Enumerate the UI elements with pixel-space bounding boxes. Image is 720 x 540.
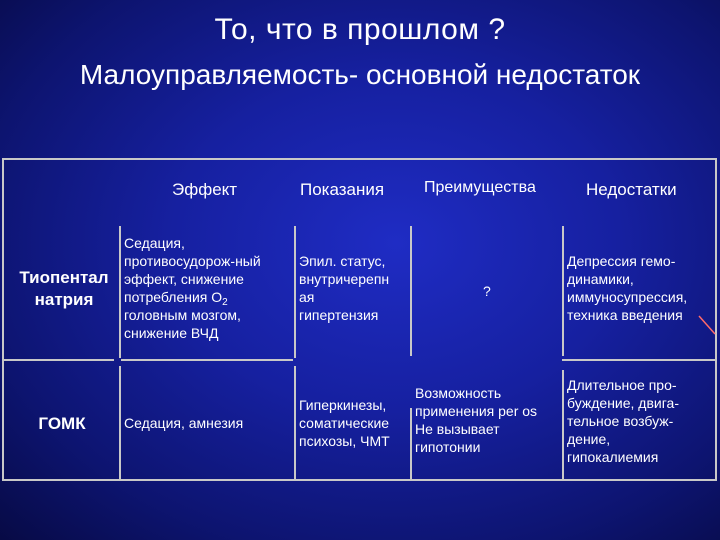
row-name-gomk: ГОМК (38, 414, 86, 433)
column-divider (294, 366, 296, 479)
text-line: Эпил. статус, (299, 253, 386, 269)
thiopental-disadvantages (567, 252, 717, 324)
text-line: Не вызывает (415, 421, 500, 437)
gomk-disadvantages (567, 376, 717, 466)
gomk-effect: Седация, амнезия (124, 415, 244, 431)
text-line: гипертензия (299, 307, 379, 323)
text-line: гипотонии (415, 439, 481, 455)
thiopental-effect (124, 234, 296, 342)
gomk-advantages (415, 384, 563, 456)
text-line: тельное возбуж- (567, 413, 674, 429)
row-name-line: натрия (34, 290, 94, 309)
row-divider (562, 359, 717, 361)
text-line: Гиперкинезы, (299, 397, 387, 413)
text-line: динамики, (567, 271, 634, 287)
text-line: ая (299, 289, 315, 305)
comparison-table (2, 158, 717, 481)
subscript: 2 (222, 297, 228, 308)
thiopental-advantages: ? (483, 283, 491, 299)
column-divider (119, 366, 121, 479)
text-line: Седация, (124, 235, 185, 251)
table-border-bottom (2, 479, 717, 481)
gomk-indications (299, 396, 411, 450)
slide-subtitle: Малоуправляемость- основной недостаток (79, 59, 641, 90)
header-effect: Эффект (172, 180, 238, 199)
text-line: Возможность (415, 385, 502, 401)
text-line: иммуносупрессия, (567, 289, 688, 305)
thiopental-indications (299, 252, 411, 324)
text-line: соматические (299, 415, 390, 431)
text-line: Длительное про- (567, 377, 677, 393)
text-fragment: потребления О (124, 289, 223, 305)
text-line: эффект, снижение (124, 271, 244, 287)
row-name-line: Тиопентал (19, 268, 109, 287)
row-divider (121, 359, 293, 361)
text-line: противосудорож-ный (124, 253, 261, 269)
text-line: головным мозгом, (124, 307, 241, 323)
text-line: применения per os (415, 403, 538, 419)
text-line: гипокалиемия (567, 449, 659, 465)
text-line: буждение, двига- (567, 395, 679, 411)
text-line (124, 288, 296, 306)
header-indications: Показания (300, 180, 385, 199)
text-line: снижение ВЧД (124, 325, 219, 341)
text-line: дение, (567, 431, 611, 447)
row-name-thiopental (8, 267, 120, 311)
text-line: Депрессия гемо- (567, 253, 676, 269)
slide-title: То, что в прошлом ? (214, 13, 506, 46)
table-border-top (2, 158, 717, 160)
header-disadvantages: Недостатки (586, 180, 677, 199)
text-line: психозы, ЧМТ (299, 433, 390, 449)
column-divider (562, 226, 564, 356)
table-border-left (2, 158, 4, 481)
text-line: внутричерепн (299, 271, 390, 287)
row-divider (2, 359, 114, 361)
text-line: техника введения (567, 307, 683, 323)
header-advantages: Преимущества (424, 179, 536, 196)
